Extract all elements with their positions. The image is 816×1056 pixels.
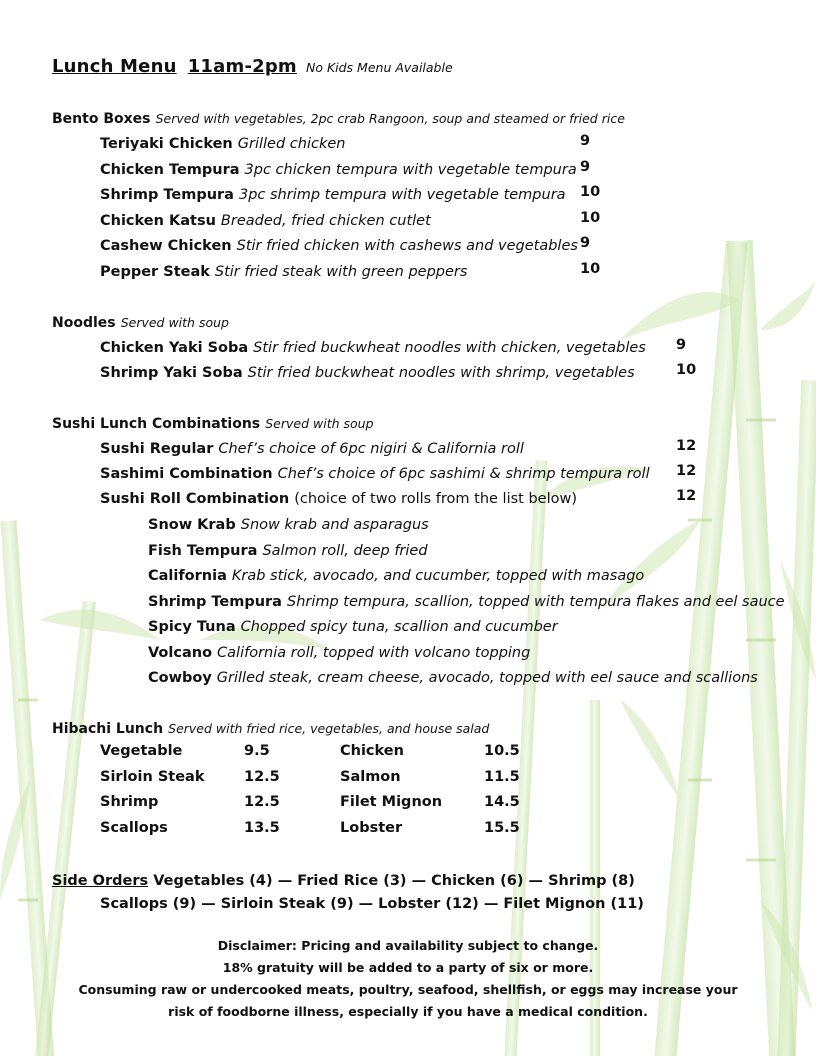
hibachi-item-price: 11.5 (484, 768, 520, 785)
item-price: 10 (676, 362, 697, 378)
item-name: Chicken Yaki Soba (100, 340, 249, 356)
hibachi-item-name: Shrimp (100, 794, 159, 810)
item-description: Shrimp tempura, scallion, topped with tempura flakes and eel sauce (286, 593, 785, 610)
item-name: Cashew Chicken (100, 238, 232, 254)
item-name: Pepper Steak (100, 263, 210, 280)
menu-hours: 11am-2pm (187, 56, 297, 77)
item-description: Salmon roll, deep fried (262, 542, 428, 559)
item-price: 9 (580, 158, 591, 175)
noodles-subtitle: Served with soup (120, 315, 229, 330)
item-name: Shrimp Yaki Soba (100, 365, 243, 381)
bento-item (100, 133, 345, 152)
item-price: 10 (580, 260, 601, 277)
item-name: Sashimi Combination (100, 466, 273, 482)
sushi-item (100, 488, 577, 507)
item-name: Spicy Tuna (148, 619, 236, 635)
item-price: 10 (580, 209, 601, 226)
hibachi-item-price: 13.5 (244, 819, 280, 836)
sushi-title: Sushi Lunch Combinations (52, 416, 261, 432)
item-name: Shrimp Tempura (100, 187, 234, 203)
roll-item (148, 642, 530, 661)
noodles-section-header (52, 312, 229, 331)
item-name: Chicken Tempura (100, 161, 240, 178)
kids-menu-note: No Kids Menu Available (305, 60, 453, 75)
item-name: Snow Krab (148, 517, 236, 533)
hibachi-item-name: Vegetable (100, 743, 183, 759)
item-price: 9 (580, 133, 591, 149)
side-orders-line-1 (52, 870, 635, 889)
hibachi-item-price: 10.5 (484, 743, 520, 759)
side-orders-text-2: Scallops (9) — Sirloin Steak (9) — Lobster (12) — Filet Mignon (11) (100, 896, 644, 912)
bento-item (100, 159, 577, 178)
item-name: Teriyaki Chicken (100, 136, 233, 152)
item-description: (choice of two rolls from the list below) (294, 491, 577, 507)
item-description: 3pc shrimp tempura with vegetable tempura (238, 187, 566, 203)
hibachi-item-price: 9.5 (244, 743, 270, 759)
item-description: Grilled steak, cream cheese, avocado, topped with eel sauce and scallions (216, 670, 758, 686)
sushi-section-header (52, 413, 374, 432)
hibachi-item-name: Chicken (340, 743, 404, 759)
disclaimer-line-1: Disclaimer: Pricing and availability subject to change. (217, 938, 599, 953)
hibachi-item-name: Sirloin Steak (100, 768, 205, 785)
roll-item (148, 616, 558, 635)
item-description: Stir fried buckwheat noodles with shrimp, vegetables (247, 365, 635, 381)
noodles-title: Noodles (52, 315, 116, 331)
item-price: 10 (580, 184, 601, 200)
item-description: Stir fried steak with green peppers (214, 263, 468, 280)
roll-item (148, 591, 785, 610)
bento-item (100, 261, 467, 280)
bento-item (100, 210, 431, 229)
item-name: Volcano (148, 644, 213, 661)
disclaimer-line-3: Consuming raw or undercooked meats, poultry, seafood, shellfish, or eggs may increase your (78, 982, 738, 997)
hibachi-title: Hibachi Lunch (52, 721, 164, 737)
item-price: 12 (676, 463, 697, 479)
item-description: Stir fried buckwheat noodles with chicken, vegetables (253, 340, 646, 356)
hibachi-item-name: Scallops (100, 819, 168, 836)
bento-item (100, 184, 566, 203)
side-orders-title: Side Orders (52, 873, 149, 889)
sushi-item (100, 463, 650, 482)
item-name: Sushi Roll Combination (100, 491, 290, 507)
sushi-item (100, 438, 524, 457)
item-description: Chef’s choice of 6pc nigiri & California roll (218, 441, 524, 457)
item-name: Shrimp Tempura (148, 593, 282, 610)
hibachi-item-price: 12.5 (244, 768, 280, 785)
item-price: 12 (676, 438, 697, 454)
roll-item (148, 514, 429, 533)
hibachi-item-price: 14.5 (484, 794, 520, 810)
item-description: Breaded, fried chicken cutlet (220, 212, 431, 229)
hibachi-item-price: 15.5 (484, 819, 520, 836)
side-orders-text-1: Vegetables (4) — Fried Rice (3) — Chicken (6) — Shrimp (8) (153, 873, 635, 889)
roll-item (148, 565, 644, 584)
item-name: Chicken Katsu (100, 212, 216, 229)
menu-header (52, 56, 453, 77)
hibachi-subtitle: Served with fried rice, vegetables, and house salad (168, 721, 490, 736)
item-description: Krab stick, avocado, and cucumber, topped with masago (231, 568, 645, 584)
item-price: 9 (580, 235, 591, 251)
disclaimer-line-4: risk of foodborne illness, especially if you have a medical condition. (168, 1004, 648, 1019)
item-description: Stir fried chicken with cashews and vegetables (236, 238, 578, 254)
noodle-item (100, 337, 646, 356)
bento-section-header (52, 108, 625, 127)
item-description: Snow krab and asparagus (240, 517, 429, 533)
item-description: Grilled chicken (237, 136, 346, 152)
bento-title: Bento Boxes (52, 111, 151, 127)
hibachi-item-name: Salmon (340, 768, 401, 785)
noodle-item (100, 362, 635, 381)
item-price: 9 (676, 337, 687, 353)
item-name: Fish Tempura (148, 542, 258, 559)
bento-item (100, 235, 578, 254)
bento-subtitle: Served with vegetables, 2pc crab Rangoon, soup and steamed or fried rice (155, 111, 625, 126)
item-description: Chef’s choice of 6pc sashimi & shrimp tempura roll (277, 466, 650, 482)
item-price: 12 (676, 488, 697, 504)
item-name: California (148, 568, 227, 584)
sushi-subtitle: Served with soup (265, 416, 374, 431)
menu-title: Lunch Menu (52, 56, 177, 77)
disclaimer-line-2: 18% gratuity will be added to a party of six or more. (222, 960, 594, 975)
item-description: California roll, topped with volcano topping (217, 644, 531, 661)
hibachi-item-name: Filet Mignon (340, 794, 443, 810)
roll-item (148, 667, 758, 686)
item-description: Chopped spicy tuna, scallion and cucumber (240, 619, 558, 635)
item-description: 3pc chicken tempura with vegetable tempura (244, 161, 577, 178)
hibachi-section-header (52, 718, 489, 737)
item-name: Cowboy (148, 670, 212, 686)
hibachi-item-price: 12.5 (244, 794, 280, 810)
hibachi-item-name: Lobster (340, 819, 403, 836)
item-name: Sushi Regular (100, 441, 214, 457)
roll-item (148, 540, 428, 559)
